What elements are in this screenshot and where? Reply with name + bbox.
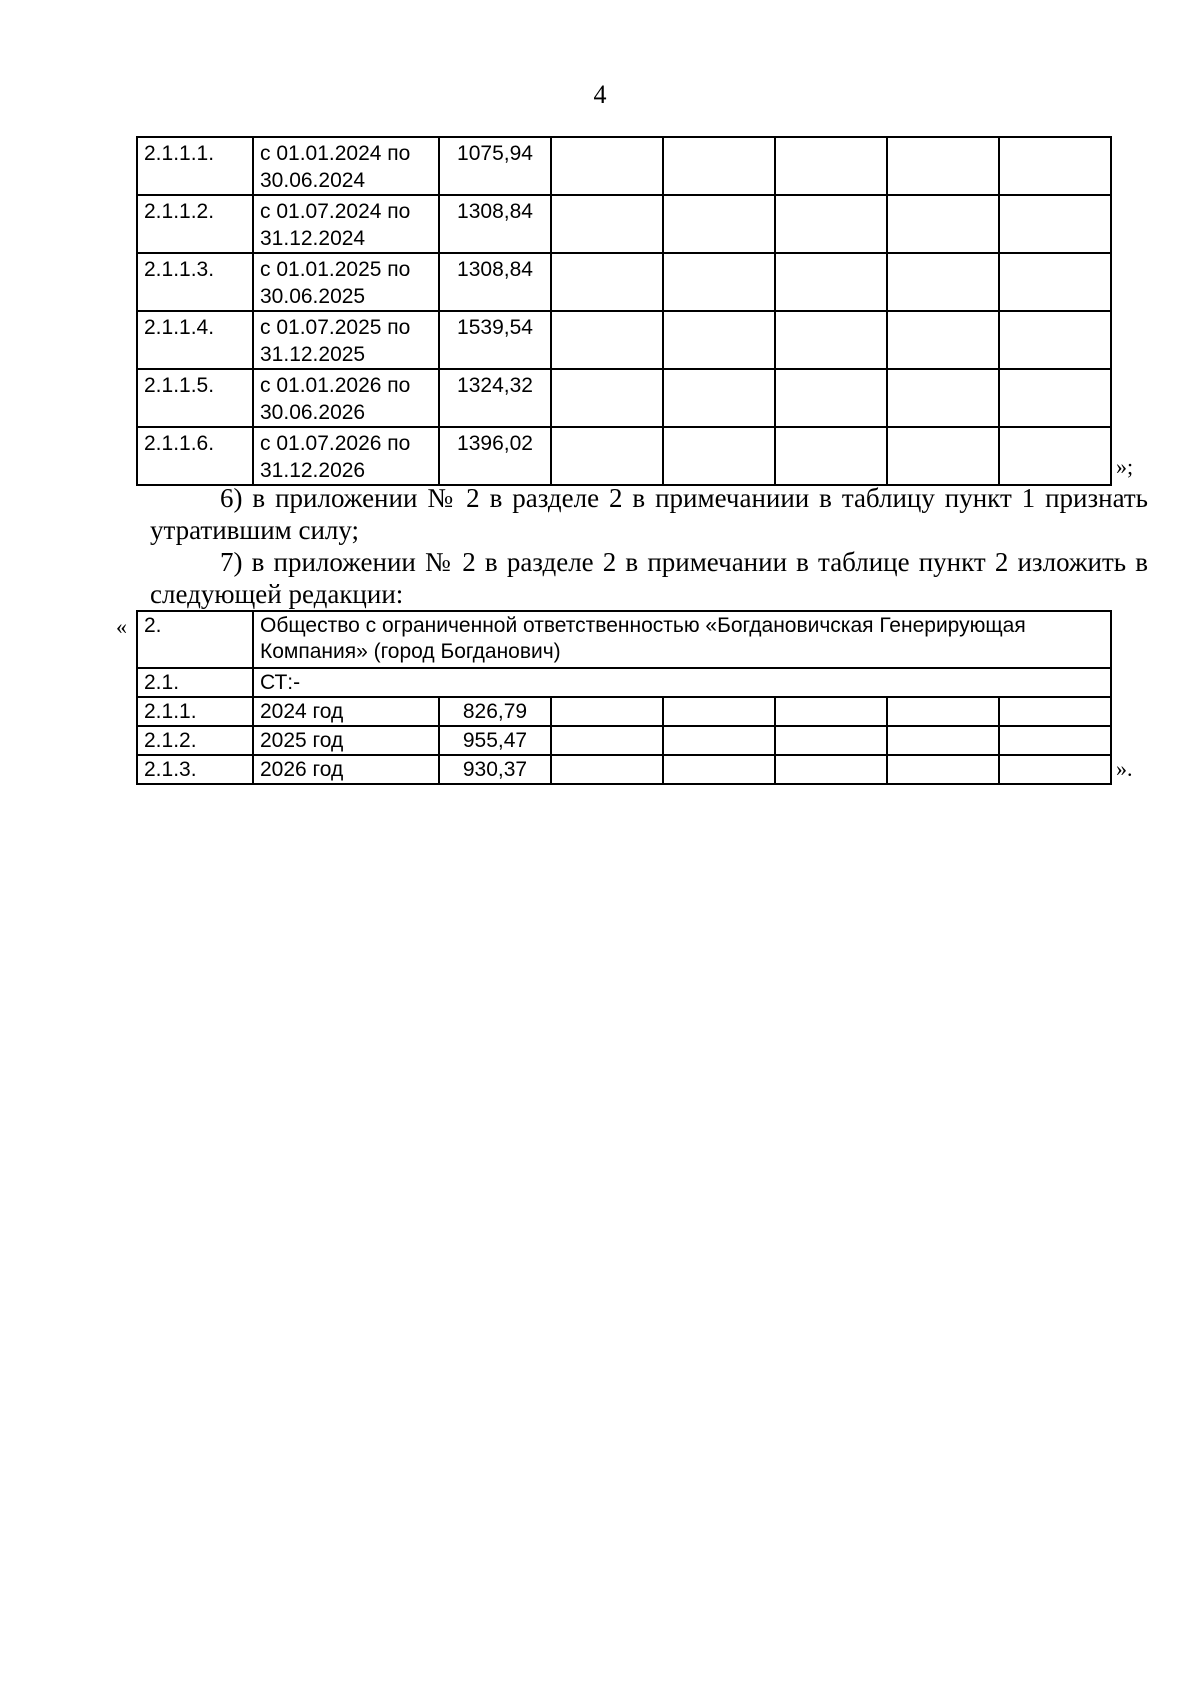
empty-cell bbox=[887, 427, 999, 485]
empty-cell bbox=[887, 253, 999, 311]
period-cell: с 01.01.2024 по 30.06.2024 bbox=[253, 137, 439, 195]
value-cell: 826,79 bbox=[439, 697, 551, 726]
empty-cell bbox=[887, 195, 999, 253]
empty-cell bbox=[999, 755, 1111, 784]
tariff-table-periods bbox=[136, 136, 1112, 486]
table-row bbox=[137, 427, 1111, 485]
empty-cell bbox=[551, 697, 663, 726]
opening-quote-mark: « bbox=[116, 614, 127, 639]
value-cell: 1308,84 bbox=[439, 253, 551, 311]
empty-cell bbox=[887, 755, 999, 784]
row-number: 2.1.1.3. bbox=[137, 253, 253, 311]
table-row bbox=[137, 369, 1111, 427]
empty-cell bbox=[775, 755, 887, 784]
empty-cell bbox=[999, 726, 1111, 755]
empty-cell bbox=[663, 137, 775, 195]
page-number: 4 bbox=[593, 80, 607, 109]
table-row bbox=[137, 611, 1111, 668]
empty-cell bbox=[775, 726, 887, 755]
empty-cell bbox=[663, 369, 775, 427]
empty-cell bbox=[551, 427, 663, 485]
organization-name: Общество с ограниченной ответственностью «Богдановичская Генерирующая Компания» (город Богданович) bbox=[253, 611, 1111, 668]
category-label: СТ:- bbox=[253, 668, 1111, 697]
empty-cell bbox=[551, 726, 663, 755]
empty-cell bbox=[775, 369, 887, 427]
empty-cell bbox=[887, 697, 999, 726]
empty-cell bbox=[999, 137, 1111, 195]
closing-quote-mark: »; bbox=[1116, 454, 1134, 479]
row-number: 2.1.1.4. bbox=[137, 311, 253, 369]
empty-cell bbox=[775, 195, 887, 253]
period-cell: с 01.07.2025 по 31.12.2025 bbox=[253, 311, 439, 369]
empty-cell bbox=[887, 137, 999, 195]
value-cell: 1324,32 bbox=[439, 369, 551, 427]
year-cell: 2025 год bbox=[253, 726, 439, 755]
table-row bbox=[137, 697, 1111, 726]
row-number: 2.1. bbox=[137, 668, 253, 697]
empty-cell bbox=[551, 253, 663, 311]
table-row bbox=[137, 137, 1111, 195]
empty-cell bbox=[775, 311, 887, 369]
empty-cell bbox=[887, 311, 999, 369]
row-number: 2.1.1.6. bbox=[137, 427, 253, 485]
period-cell: с 01.07.2026 по 31.12.2026 bbox=[253, 427, 439, 485]
period-cell: с 01.01.2025 по 30.06.2025 bbox=[253, 253, 439, 311]
table-row bbox=[137, 195, 1111, 253]
closing-quote-mark: ». bbox=[1116, 756, 1133, 781]
value-cell: 1075,94 bbox=[439, 137, 551, 195]
empty-cell bbox=[775, 427, 887, 485]
empty-cell bbox=[887, 726, 999, 755]
empty-cell bbox=[551, 137, 663, 195]
paragraph-item-7 bbox=[150, 546, 1148, 610]
value-cell: 1308,84 bbox=[439, 195, 551, 253]
row-number: 2.1.3. bbox=[137, 755, 253, 784]
value-cell: 955,47 bbox=[439, 726, 551, 755]
empty-cell bbox=[999, 697, 1111, 726]
table-row bbox=[137, 253, 1111, 311]
table-row bbox=[137, 668, 1111, 697]
year-cell: 2024 год bbox=[253, 697, 439, 726]
empty-cell bbox=[551, 369, 663, 427]
empty-cell bbox=[663, 755, 775, 784]
row-number: 2.1.1.1. bbox=[137, 137, 253, 195]
row-number: 2.1.1.5. bbox=[137, 369, 253, 427]
empty-cell bbox=[663, 311, 775, 369]
empty-cell bbox=[999, 427, 1111, 485]
empty-cell bbox=[551, 311, 663, 369]
table-row bbox=[137, 755, 1111, 784]
row-number: 2.1.1. bbox=[137, 697, 253, 726]
empty-cell bbox=[887, 369, 999, 427]
empty-cell bbox=[551, 755, 663, 784]
table-row bbox=[137, 311, 1111, 369]
empty-cell bbox=[663, 253, 775, 311]
empty-cell bbox=[999, 311, 1111, 369]
empty-cell bbox=[663, 726, 775, 755]
year-cell: 2026 год bbox=[253, 755, 439, 784]
table-row bbox=[137, 726, 1111, 755]
paragraph-text: 7) в приложении № 2 в разделе 2 в примечании в таблице пункт 2 изложить в следующей редакции: bbox=[150, 547, 1148, 609]
value-cell: 1539,54 bbox=[439, 311, 551, 369]
empty-cell bbox=[775, 697, 887, 726]
period-cell: с 01.07.2024 по 31.12.2024 bbox=[253, 195, 439, 253]
row-number: 2.1.1.2. bbox=[137, 195, 253, 253]
empty-cell bbox=[775, 137, 887, 195]
row-number: 2. bbox=[137, 611, 253, 668]
empty-cell bbox=[551, 195, 663, 253]
empty-cell bbox=[999, 253, 1111, 311]
value-cell: 930,37 bbox=[439, 755, 551, 784]
paragraph-text: 6) в приложении № 2 в разделе 2 в примечаниии в таблицу пункт 1 признать утратившим силу; bbox=[150, 483, 1148, 545]
empty-cell bbox=[775, 253, 887, 311]
period-cell: с 01.01.2026 по 30.06.2026 bbox=[253, 369, 439, 427]
row-number: 2.1.2. bbox=[137, 726, 253, 755]
empty-cell bbox=[999, 369, 1111, 427]
empty-cell bbox=[663, 195, 775, 253]
paragraph-item-6 bbox=[150, 482, 1148, 546]
tariff-table-years bbox=[136, 610, 1112, 785]
empty-cell bbox=[999, 195, 1111, 253]
value-cell: 1396,02 bbox=[439, 427, 551, 485]
empty-cell bbox=[663, 697, 775, 726]
empty-cell bbox=[663, 427, 775, 485]
